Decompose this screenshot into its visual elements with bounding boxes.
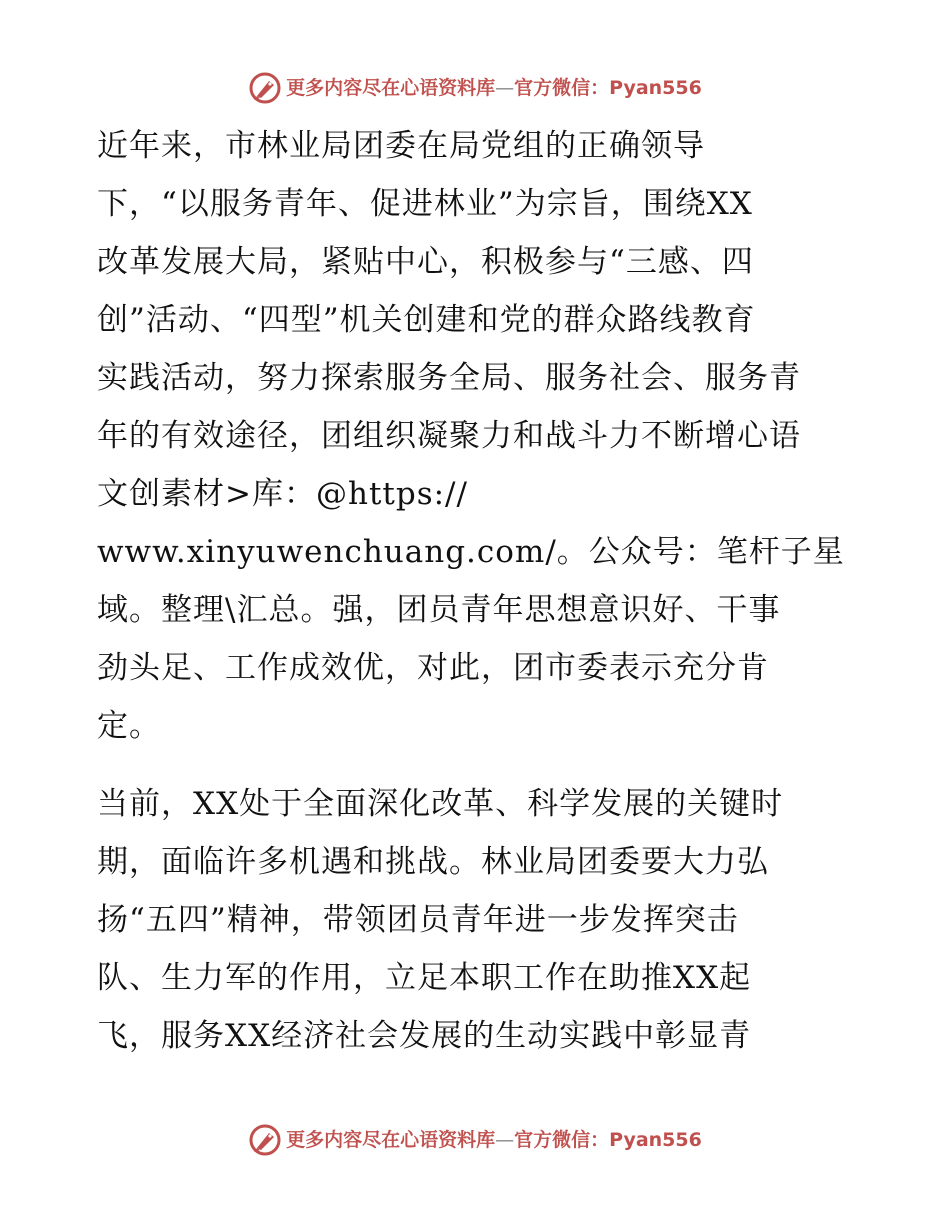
header-official-label: 官方微信： (514, 76, 610, 99)
footer-brand-text: 更多内容尽在心语资料库 (286, 1128, 496, 1151)
paragraph-line: 飞，服务XX经济社会发展的生动实践中彰显青 (97, 1018, 752, 1054)
header-banner-text (286, 76, 702, 99)
paragraph-line: 近年来，市林业局团委在局党组的正确领导 (97, 128, 705, 164)
paragraph-line: 年的有效途径，团组织凝聚力和战斗力不断增心语 (97, 418, 801, 454)
pen-nib-logo-icon (248, 1123, 282, 1157)
footer-watermark-banner (0, 1120, 950, 1160)
paragraph-line: 定。 (97, 708, 161, 744)
header-wechat-id: Pyan556 (609, 76, 702, 99)
paragraph-line: 改革发展大局，紧贴中心，积极参与“三感、四 (97, 244, 754, 280)
paragraph-line: 当前，XX处于全面深化改革、科学发展的关键时 (97, 786, 784, 822)
paragraph-line: 队、生力军的作用，立足本职工作在助推XX起 (97, 960, 752, 996)
paragraph-1 (97, 117, 857, 755)
paragraph-line: 期，面临许多机遇和挑战。林业局团委要大力弘 (97, 844, 769, 880)
pen-nib-logo-icon (248, 71, 282, 105)
footer-wechat-id: Pyan556 (609, 1128, 702, 1151)
paragraph-2 (97, 775, 857, 1065)
paragraph-line: 文创素材>库：@https:// (97, 476, 468, 512)
footer-separator: — (495, 1128, 515, 1151)
header-separator: — (495, 76, 515, 99)
paragraph-line: 劲头足、工作成效优，对此，团市委表示充分肯 (97, 650, 769, 686)
paragraph-line: 域。整理\汇总。强，团员青年思想意识好、干事 (97, 592, 781, 628)
paragraph-line: 创”活动、“四型”机关创建和党的群众路线教育 (97, 302, 756, 338)
paragraph-line: 下，“以服务青年、促进林业”为宗旨，围绕XX (97, 186, 753, 222)
paragraph-line: www.xinyuwenchuang.com/。公众号：笔杆子星 (97, 534, 845, 570)
footer-banner-text (286, 1128, 702, 1151)
footer-official-label: 官方微信： (514, 1128, 610, 1151)
header-watermark-banner (0, 68, 950, 108)
paragraph-line: 实践活动，努力探索服务全局、服务社会、服务青 (97, 360, 801, 396)
header-brand-text: 更多内容尽在心语资料库 (286, 76, 496, 99)
paragraph-line: 扬“五四”精神，带领团员青年进一步发挥突击 (97, 902, 739, 938)
